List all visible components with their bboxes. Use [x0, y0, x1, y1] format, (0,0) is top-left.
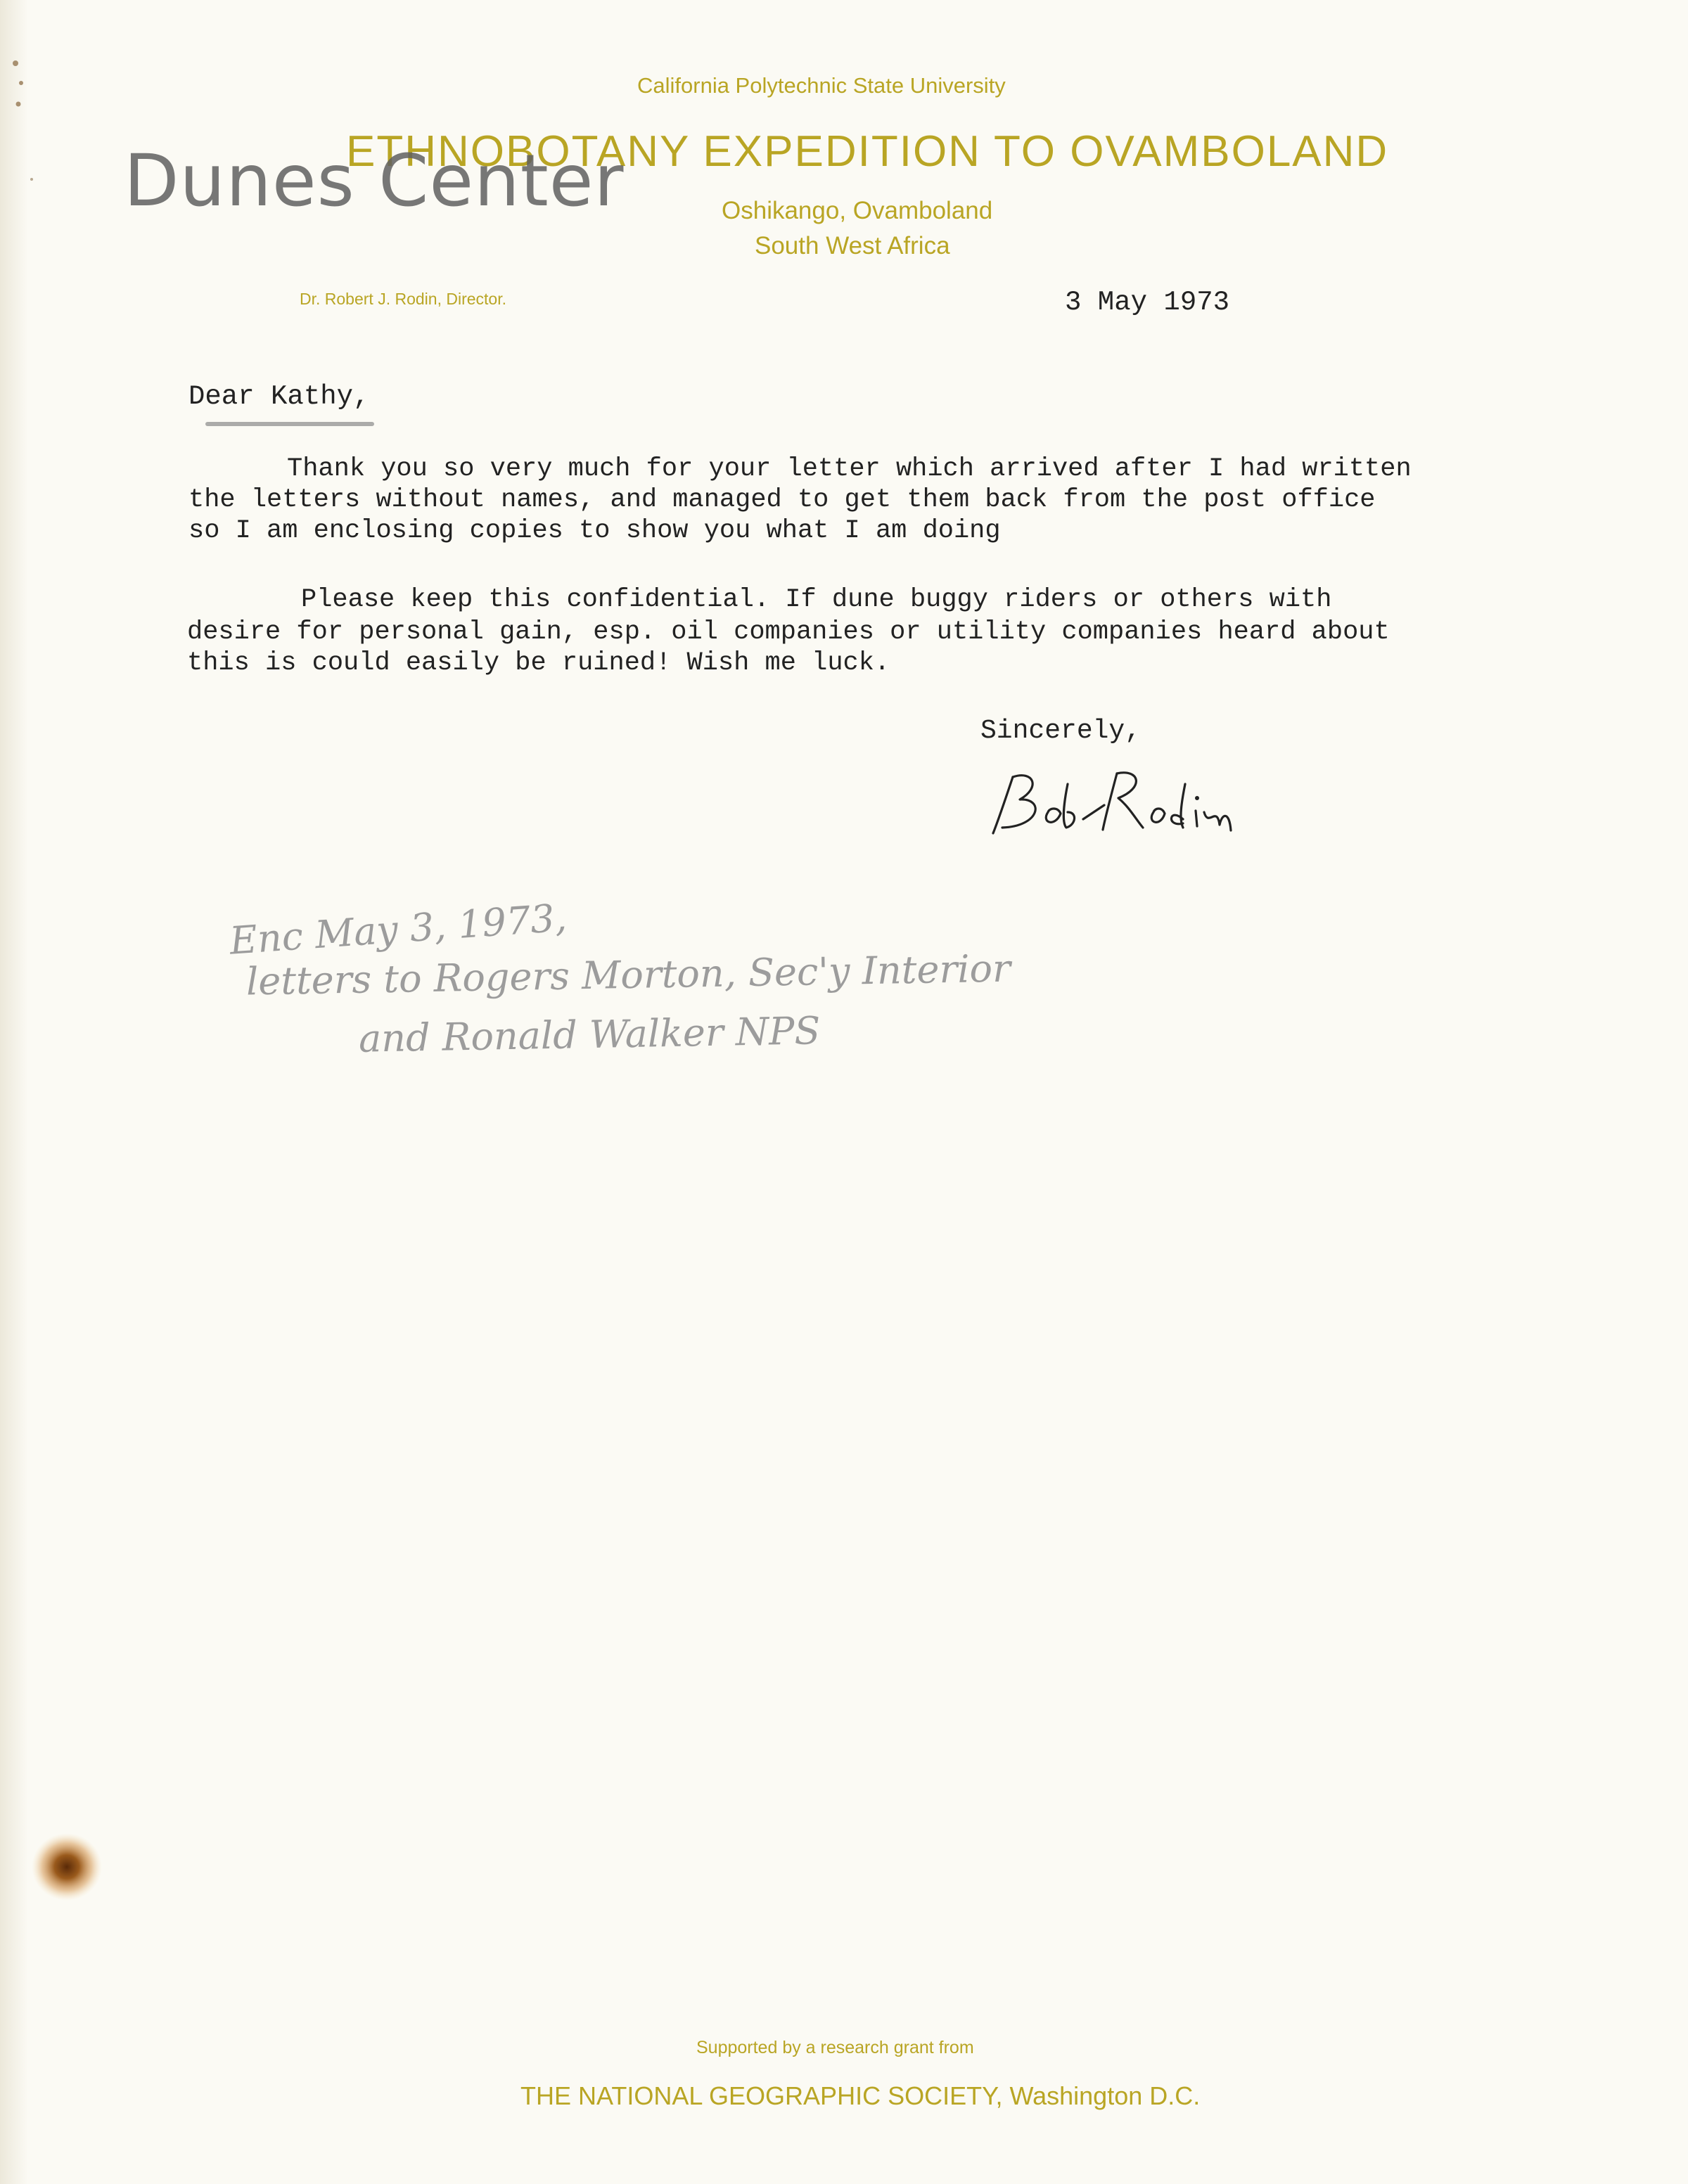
handwritten-note-line-3: and Ronald Walker NPS	[358, 1008, 821, 1061]
paragraph-2-line-2: desire for personal gain, esp. oil companies or utility companies heard about	[187, 617, 1390, 647]
location-line-2: South West Africa	[755, 232, 950, 259]
paragraph-2-line-1: Please keep this confidential. If dune buggy riders or others with	[301, 585, 1332, 615]
director-name: Dr. Robert J. Rodin, Director.	[300, 290, 506, 308]
signature	[985, 763, 1238, 847]
salutation: Dear Kathy,	[188, 381, 370, 412]
location-line-1: Oshikango, Ovamboland	[722, 197, 993, 224]
paragraph-1-line-3: so I am enclosing copies to show you what I am doing	[188, 516, 1001, 546]
handwritten-note-line-1: Enc May 3, 1973,	[228, 895, 568, 963]
letter-date: 3 May 1973	[1065, 287, 1230, 318]
grant-support-line: Supported by a research grant from	[696, 2038, 974, 2057]
underline-mark	[205, 422, 374, 426]
page-edge-shadow	[0, 0, 28, 2184]
rust-stain	[28, 1828, 113, 1906]
sponsor-society: THE NATIONAL GEOGRAPHIC SOCIETY, Washington D.C.	[520, 2081, 1201, 2110]
paragraph-1-line-1: Thank you so very much for your letter which arrived after I had written	[287, 454, 1412, 484]
paragraph-1-line-2: the letters without names, and managed to get them back from the post office	[188, 485, 1376, 515]
watermark: Dunes Center	[124, 139, 625, 223]
handwritten-note-line-2: letters to Rogers Morton, Sec'y Interior	[245, 946, 1011, 1004]
university-name: California Polytechnic State University	[637, 73, 1006, 98]
paragraph-2-line-3: this is could easily be ruined! Wish me luck.	[187, 648, 890, 678]
closing: Sincerely,	[980, 716, 1142, 746]
expedition-title: ETHNOBOTANY EXPEDITION TO OVAMBOLAND	[346, 127, 1389, 176]
paper-specks	[0, 0, 42, 211]
